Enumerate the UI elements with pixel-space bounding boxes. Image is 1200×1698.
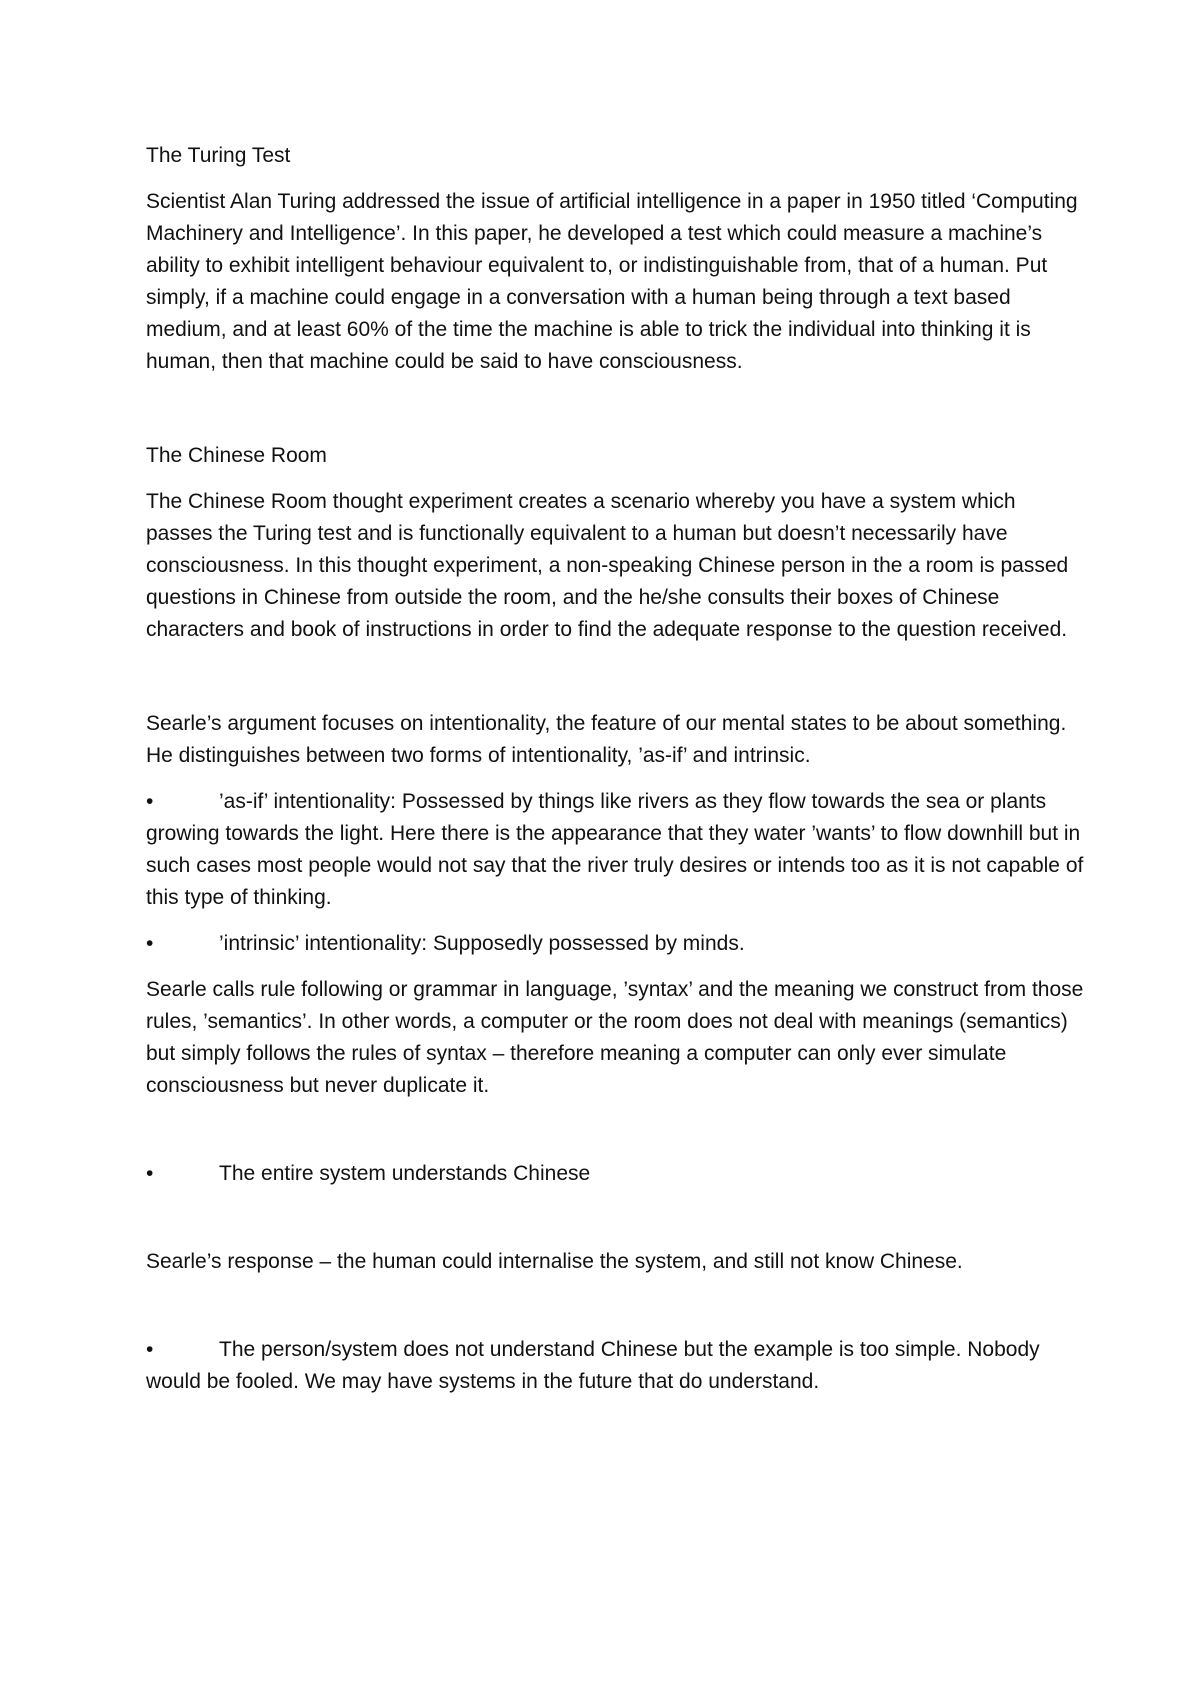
bullet-intrinsic-intentionality: [146, 928, 1086, 960]
bullet-icon: •: [146, 1338, 154, 1361]
bullet-too-simple-reply: [146, 1334, 1086, 1398]
blank-line: [146, 1204, 1086, 1246]
bullet-as-if-intentionality: [146, 786, 1086, 914]
bullet-icon: •: [146, 790, 154, 813]
blank-line: [146, 660, 1086, 708]
bullet-text: The entire system understands Chinese: [219, 1162, 591, 1185]
paragraph-syntax-semantics: Searle calls rule following or grammar in language, ’syntax’ and the meaning we construct from those rules, ’semantics’. In other words, a computer or the room does not deal with meanings (semantics) but simply follows the rules of syntax – therefore meaning a computer can only ever simulate consciousness but never duplicate it.: [146, 978, 1084, 1097]
paragraph-turing-test: Scientist Alan Turing addressed the issue of artificial intelligence in a paper in 1950 titled ‘Computing Machinery and Intelligence’. In this paper, he developed a test which could measure a machine’s ability to exhibit intelligent behaviour equivalent to, or indistinguishable from, that of a human. Put simply, if a machine could engage in a conversation with a human being through a text based medium, and at least 60% of the time the machine is able to trick the individual into thinking it is human, then that machine could be said to have consciousness.: [146, 190, 1078, 373]
document-body: [146, 140, 1086, 1412]
heading-chinese-room: The Chinese Room: [146, 444, 327, 467]
paragraph-searle-intro: Searle’s argument focuses on intentionality, the feature of our mental states to be about something. He distinguishes between two forms of intentionality, ’as-if’ and intrinsic.: [146, 712, 1067, 767]
heading-turing-test: The Turing Test: [146, 144, 291, 167]
bullet-text: The person/system does not understand Chinese but the example is too simple. Nobody would be fooled. We may have systems in the future that do understand.: [146, 1338, 1040, 1393]
blank-line: [146, 392, 1086, 440]
bullet-icon: •: [146, 932, 154, 955]
blank-line: [146, 1116, 1086, 1158]
paragraph-chinese-room: The Chinese Room thought experiment creates a scenario whereby you have a system which passes the Turing test and is functionally equivalent to a human but doesn’t necessarily have consciousness. In this thought experiment, a non-speaking Chinese person in the a room is passed questions in Chinese from outside the room, and the he/she consults their boxes of Chinese characters and book of instructions in order to find the adequate response to the question received.: [146, 490, 1069, 641]
bullet-text: ’as-if’ intentionality: Possessed by things like rivers as they flow towards the sea or plants growing towards the light. Here there is the appearance that they water ’wants’ to flow downhill but in such cases most people would not say that the river truly desires or intends too as it is not capable of this type of thinking.: [146, 790, 1084, 909]
bullet-system-reply: [146, 1158, 1086, 1190]
bullet-icon: •: [146, 1162, 154, 1185]
paragraph-searle-response: Searle’s response – the human could internalise the system, and still not know Chinese.: [146, 1250, 963, 1273]
bullet-text: ’intrinsic’ intentionality: Supposedly possessed by minds.: [219, 932, 745, 955]
blank-line: [146, 1292, 1086, 1334]
